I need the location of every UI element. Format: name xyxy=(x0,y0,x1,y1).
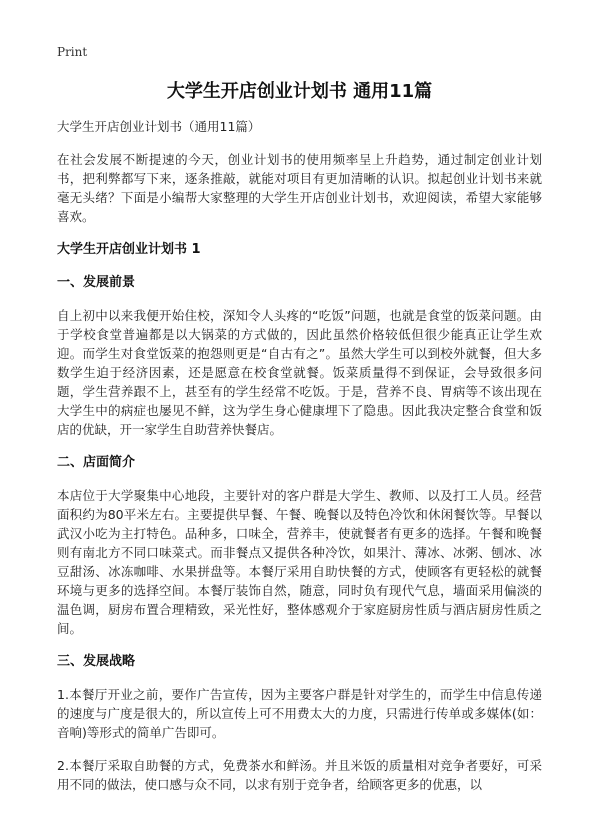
document-subtitle: 大学生开店创业计划书（通用11篇） xyxy=(57,119,261,134)
paragraph-development-prospect: 自上初中以来我便开始住校，深知令人头疼的“吃饭”问题，也就是食堂的饭菜问题。由于学校食堂普遍都是以大锅菜的方式做的，因此虽然价格较低但很少能真正让学生欢迎。而学生对食堂饭菜的抱怨则更是“自古有之”。虽然大学生可以到校外就餐，但大多数学生迫于经济因素，还是愿意在校食堂就餐。饭菜质量得不到保证，会导致很多问题，学生营养跟不上，甚至有的学生经常不吃饭。于是，营养不良、胃病等不该出现在大学生中的病症也屡见不鲜，这为学生身心健康埋下了隐患。因此我决定整合食堂和饭店的优缺，开一家学生自助营养快餐店。 xyxy=(57,308,542,437)
strategy-item-1: 1.本餐厅开业之前，要作广告宣传，因为主要客户群是针对学生的，而学生中信息传递的速度与广度是很大的，所以宣传上可不用费太大的力度，只需进行传单或多媒体(如：音响)等形式的简单广告即可。 xyxy=(57,687,542,740)
section-title: 大学生开店创业计划书 1 xyxy=(57,242,201,257)
intro-paragraph: 在社会发展不断提速的今天，创业计划书的使用频率呈上升趋势，通过制定创业计划书，把利弊都写下来，逐条推敲，就能对项目有更加清晰的认识。拟起创业计划书来就毫无头绪？下面是小编帮大家整理的大学生开店创业计划书，欢迎阅读，希望大家能够喜欢。 xyxy=(57,152,542,224)
paragraph-store-intro: 本店位于大学聚集中心地段，主要针对的客户群是大学生、教师、以及打工人员。经营面积约为80平米左右。主要提供早餐、午餐、晚餐以及特色冷饮和休闲餐饮等。早餐以武汉小吃为主打特色。品种多，口味全，营养丰，使就餐者有更多的选择。午餐和晚餐则有南北方不同口味菜式。而非餐点又提供各种冷饮，如果汁、薄冰、冰粥、刨冰、冰豆甜汤、冰冻咖啡、水果拼盘等。本餐厅采用自助快餐的方式，使顾客有更轻松的就餐环境与更多的选择空间。本餐厅装饰自然，随意，同时负有现代气息，墙面采用偏淡的温色调，厨房布置合理精致，采光性好，整体感观介于家庭厨房性质与酒店厨房性质之间。 xyxy=(57,488,542,636)
print-label[interactable]: Print xyxy=(57,45,88,59)
strategy-item-2: 2.本餐厅采取自助餐的方式，免费茶水和鲜汤。并且米饭的质量相对竞争者要好，可采用不同的做法，使口感与众不同，以求有别于竞争者，给顾客更多的优惠，以 xyxy=(57,758,542,792)
page-title: 大学生开店创业计划书 通用11篇 xyxy=(166,81,433,102)
heading-development-prospect: 一、发展前景 xyxy=(57,275,136,290)
heading-store-intro: 二、店面简介 xyxy=(57,455,136,470)
heading-development-strategy: 三、发展战略 xyxy=(57,654,136,669)
